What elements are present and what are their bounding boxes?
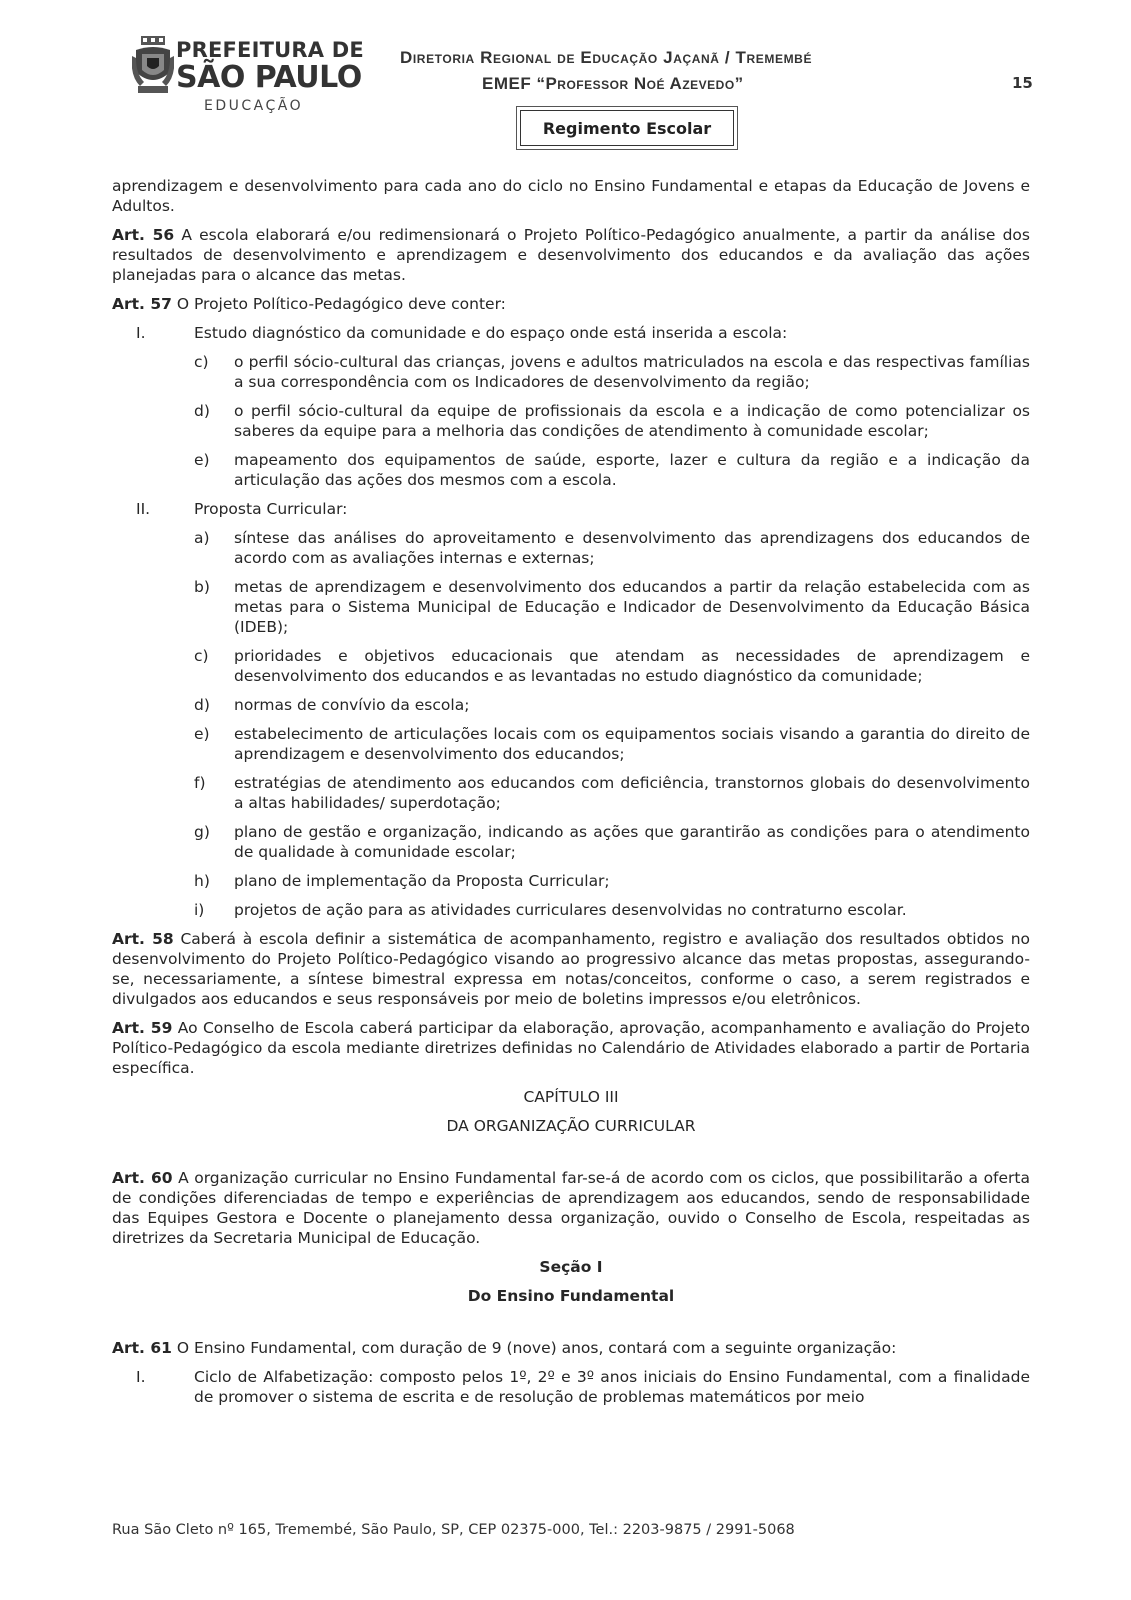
list-item <box>112 528 1030 568</box>
article-61 <box>112 1338 1030 1358</box>
item-marker: e) <box>194 451 210 469</box>
item-text: estabelecimento de articulações locais com os equipamentos sociais visando a garantia do direito de aprendizagem e desenvolvimento dos educandos; <box>234 725 1030 763</box>
list-item <box>112 1367 1030 1407</box>
list-item <box>112 323 1030 343</box>
item-text: metas de aprendizagem e desenvolvimento dos educandos a partir da relação estabelecida com as metas para o Sistema Municipal de Educação e Indicador de Desenvolvimento da Educação Básica (IDEB); <box>234 578 1030 636</box>
logo-text-educacao: EDUCAÇÃO <box>204 98 304 114</box>
item-marker: e) <box>194 725 210 743</box>
list-item <box>112 900 1030 920</box>
list-item <box>112 724 1030 764</box>
document-title-box <box>516 106 738 150</box>
item-marker: II. <box>136 500 151 518</box>
item-text: Ciclo de Alfabetização: composto pelos 1º, 2º e 3º anos iniciais do Ensino Fundamental, com a finalidade de promover o sistema de escrita e de resolução de problemas matemáticos por meio <box>194 1368 1030 1406</box>
article-label: Art. 60 <box>112 1169 173 1187</box>
item-marker: c) <box>194 647 209 665</box>
chapter-title: DA ORGANIZAÇÃO CURRICULAR <box>446 1117 696 1135</box>
list-item <box>112 871 1030 891</box>
item-text: Proposta Curricular: <box>194 500 348 518</box>
item-text: normas de convívio da escola; <box>234 696 470 714</box>
list-item <box>112 450 1030 490</box>
article-text: A organização curricular no Ensino Fundamental far-se-á de acordo com os ciclos, que possibilitarão a oferta de condições diferenciadas de tempo e experiências de aprendizagem aos educandos, sendo de responsabilidade das Equipes Gestora e Docente o planejamento dessa organização, ouvido o Conselho de Escola, respeitadas as diretrizes da Secretaria Municipal de Educação. <box>112 1169 1030 1247</box>
item-text: o perfil sócio-cultural das crianças, jovens e adultos matriculados na escola e das respectivas famílias a sua correspondência com os Indicadores de desenvolvimento da região; <box>234 353 1030 391</box>
item-text: plano de implementação da Proposta Curricular; <box>234 872 610 890</box>
list-item <box>112 695 1030 715</box>
list-item <box>112 773 1030 813</box>
item-marker: d) <box>194 402 210 420</box>
item-marker: I. <box>136 324 146 342</box>
logo-text-sao-paulo: SÃO PAULO <box>176 60 362 95</box>
article-60 <box>112 1168 1030 1248</box>
item-marker: a) <box>194 529 210 547</box>
section-number: Seção I <box>539 1258 603 1276</box>
article-text: O Projeto Político-Pedagógico deve conter: <box>176 295 506 313</box>
list-item <box>112 352 1030 392</box>
article-text: Ao Conselho de Escola caberá participar da elaboração, aprovação, acompanhamento e avaliação do Projeto Político-Pedagógico da escola mediante diretrizes definidas no Calendário de Atividades elaborado a partir de Portaria específica. <box>112 1019 1030 1077</box>
intro-paragraph: aprendizagem e desenvolvimento para cada ano do ciclo no Ensino Fundamental e etapas da Educação de Jovens e Adultos. <box>112 177 1030 215</box>
item-text: projetos de ação para as atividades curriculares desenvolvidas no contraturno escolar. <box>234 901 907 919</box>
prefeitura-logo <box>132 34 364 120</box>
article-label: Art. 61 <box>112 1339 172 1357</box>
item-text: síntese das análises do aproveitamento e desenvolvimento das aprendizagens dos educandos de acordo com as avaliações internas e externas; <box>234 529 1030 567</box>
item-marker: d) <box>194 696 210 714</box>
section-title: Do Ensino Fundamental <box>467 1287 675 1305</box>
item-text: prioridades e objetivos educacionais que atendam as necessidades de aprendizagem e desenvolvimento dos educandos e as levantadas no estudo diagnóstico da comunidade; <box>234 647 1030 685</box>
article-label: Art. 56 <box>112 226 175 244</box>
article-label: Art. 57 <box>112 295 172 313</box>
item-marker: g) <box>194 823 210 841</box>
item-marker: b) <box>194 578 210 596</box>
item-text: mapeamento dos equipamentos de saúde, esporte, lazer e cultura da região e a indicação da articulação das ações dos mesmos com a escola. <box>234 451 1030 489</box>
list-item <box>112 577 1030 637</box>
directorate-heading: Diretoria Regional de Educação Jaçanã / Tremembé <box>400 48 813 67</box>
article-text: Caberá à escola definir a sistemática de acompanhamento, registro e avaliação dos resultados obtidos no desenvolvimento do Projeto Político-Pedagógico visando ao progressivo alcance das metas propostas, assegurando- se, necessariamente, a síntese bimestral expressa em notas/conceitos, conforme o caso, a serem registrados e divulgados aos educandos e seus responsáveis por meio de boletins impressos e/ou eletrônicos. <box>112 930 1031 1008</box>
article-label: Art. 59 <box>112 1019 173 1037</box>
city-crest-icon <box>132 36 174 98</box>
article-58 <box>112 929 1030 1009</box>
article-text: A escola elaborará e/ou redimensionará o Projeto Político-Pedagógico anualmente, a partir da análise dos resultados de desenvolvimento e aprendizagem e desenvolvimento dos educandos e da avaliação das ações planejadas para o alcance das metas. <box>112 226 1030 284</box>
item-marker: h) <box>194 872 210 890</box>
item-marker: i) <box>194 901 205 919</box>
article-56 <box>112 225 1030 285</box>
article-59 <box>112 1018 1030 1078</box>
item-text: Estudo diagnóstico da comunidade e do espaço onde está inserida a escola: <box>194 324 788 342</box>
item-marker: f) <box>194 774 206 792</box>
article-label: Art. 58 <box>112 930 174 948</box>
item-text: plano de gestão e organização, indicando as ações que garantirão as condições para o atendimento de qualidade à comunidade escolar; <box>234 823 1030 861</box>
school-name: EMEF “Professor Noé Azevedo” <box>482 74 744 93</box>
article-57 <box>112 294 1030 314</box>
document-title: Regimento Escolar <box>520 110 734 146</box>
item-marker: I. <box>136 1368 146 1386</box>
item-text: estratégias de atendimento aos educandos com deficiência, transtornos globais do desenvolvimento a altas habilidades/ superdotação; <box>234 774 1030 812</box>
chapter-number: CAPÍTULO III <box>523 1088 619 1106</box>
list-item <box>112 401 1030 441</box>
document-body <box>112 176 1030 1416</box>
list-item <box>112 646 1030 686</box>
item-marker: c) <box>194 353 209 371</box>
logo-text-prefeitura: PREFEITURA DE <box>176 38 364 62</box>
footer-address: Rua São Cleto nº 165, Tremembé, São Paulo, SP, CEP 02375-000, Tel.: 2203-9875 / 2991-5068 <box>112 1522 795 1538</box>
article-text: O Ensino Fundamental, com duração de 9 (nove) anos, contará com a seguinte organização: <box>176 1339 897 1357</box>
list-item <box>112 499 1030 519</box>
list-item <box>112 822 1030 862</box>
item-text: o perfil sócio-cultural da equipe de profissionais da escola e a indicação de como potencializar os saberes da equipe para a melhoria das condições de atendimento à comunidade escolar; <box>234 402 1030 440</box>
page-number: 15 <box>1012 74 1033 92</box>
